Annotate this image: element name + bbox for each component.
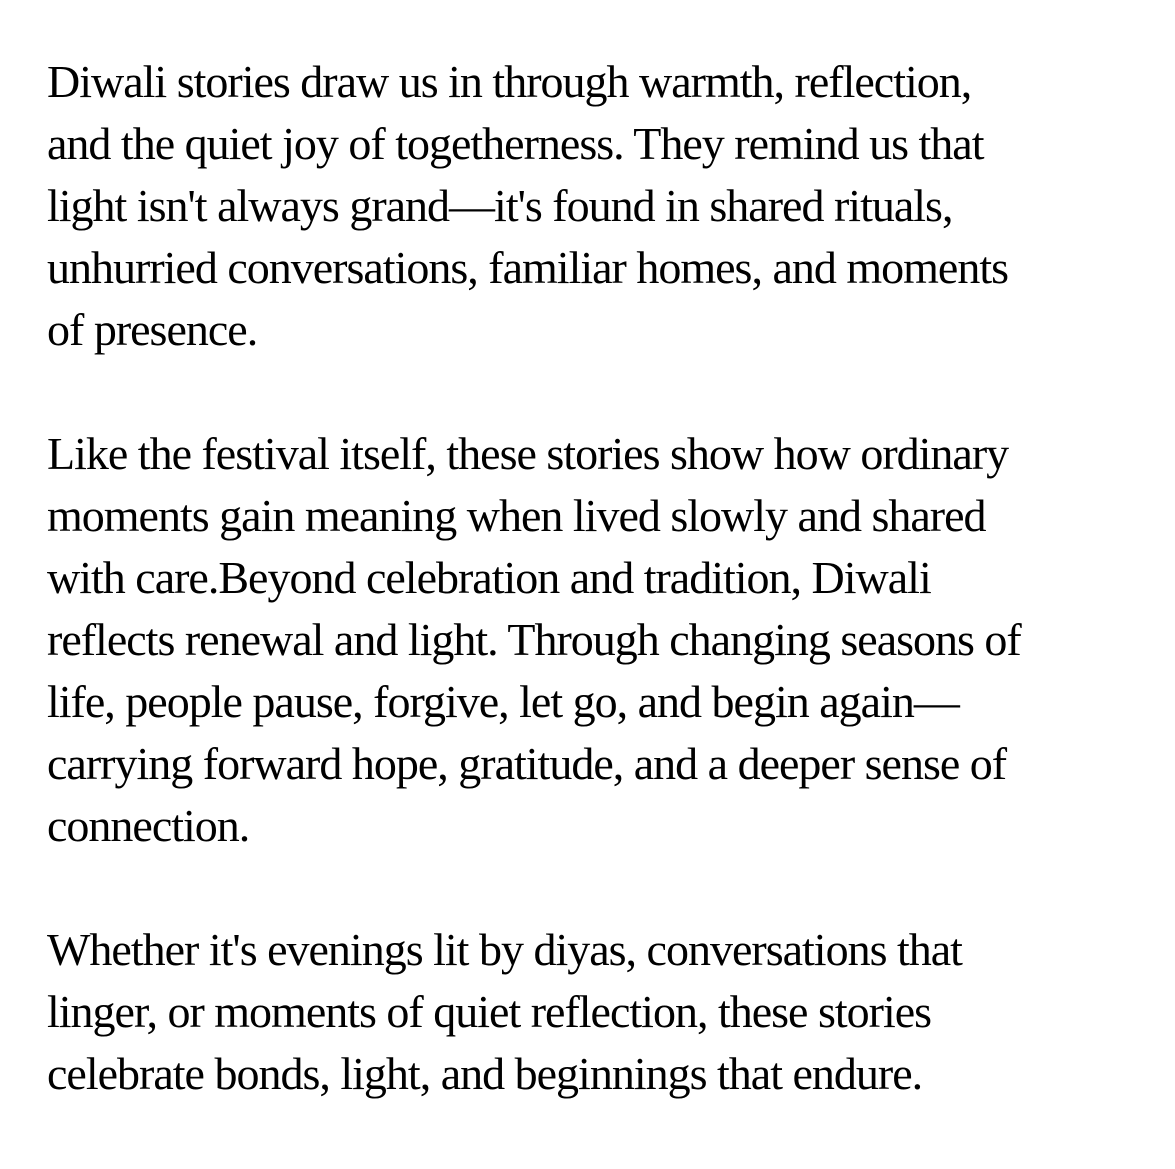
paragraph-intro: Diwali stories draw us in through warmth, reflection, and the quiet joy of togetherness. They remind us that light isn't always grand—it's found in shared rituals, unhurried conversations, familiar homes, and moments of presence. <box>47 56 1009 355</box>
paragraph-body: Like the festival itself, these stories show how ordinary moments gain meaning when lived slowly and shared with care.Beyond celebration and tradition, Diwali reflects renewal and light. Through changing seasons of life, people pause, forgive, let go, and begin again— carrying forward hope, gratitude, and a deeper sense of connection. <box>47 428 1021 851</box>
paragraph-closing: Whether it's evenings lit by diyas, conversations that linger, or moments of quiet reflection, these stories celebrate bonds, light, and beginnings that endure. <box>47 924 962 1099</box>
